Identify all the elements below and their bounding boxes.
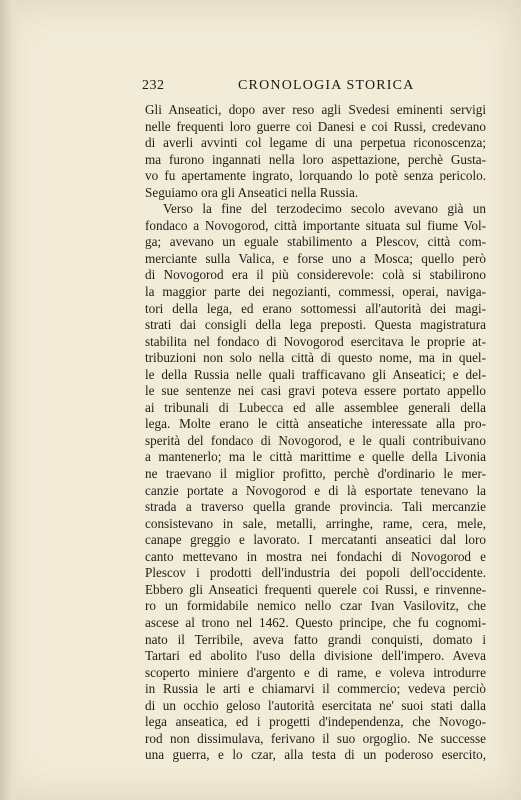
text-line: di averli avvinti col legame di una perpetua riconoscenza; <box>145 135 486 151</box>
page-number: 232 <box>142 78 165 93</box>
text-line: scoperto miniere d'argento e di rame, e voleva introdurre <box>145 664 486 680</box>
text-line: a mantenerlo; ma le città marittime e quelle della Livonia <box>145 449 486 465</box>
text-line: rod non dissimulava, ferivano il suo orgoglio. Ne successe <box>145 730 486 746</box>
text-line: strati dai consigli della lega preposti. Questa magistratura <box>145 317 486 333</box>
text-line: di Novogorod era il più considerevole: colà si stabilirono <box>145 267 486 283</box>
text-line: strada a traverso quella grande provincia. Tali mercanzie <box>145 499 486 515</box>
text-line: in Russia le arti e chiamarvi il commercio; vedeva perciò <box>145 681 486 697</box>
text-line: nelle frequenti loro guerre coi Danesi e coi Russi, credevano <box>145 118 486 134</box>
text-line: di un occhio geloso l'autorità esercitata ne' suoi stati dalla <box>145 697 486 713</box>
text-line: una guerra, e lo czar, alla testa di un poderoso esercito, <box>145 747 486 763</box>
text-line: ai tribunali di Lubecca ed alle assemblee generali della <box>145 399 486 415</box>
text-line: Seguiamo ora gli Anseatici nella Russia. <box>145 184 359 200</box>
text-line: vo fu apertamente ingrato, lorquando lo potè senza pericolo. <box>145 168 486 184</box>
text-line: Plescov i prodotti dell'industria dei popoli dell'occidente. <box>145 565 486 581</box>
text-line: consistevano in sale, metalli, arringhe, rame, cera, mele, <box>145 515 486 531</box>
text-line: lega. Molte erano le città anseatiche interessate alla pro- <box>145 416 486 432</box>
page-gutter-shadow <box>0 0 18 800</box>
text-line: ne traevano il miglior profitto, perchè d'ordinario le mer- <box>145 466 486 482</box>
text-line: la maggior parte dei negozianti, commessi, operai, naviga- <box>145 284 486 300</box>
text-line: canto mettevano in mostra nei fondachi di Novogorod e <box>145 548 486 564</box>
text-line: tribuzioni non solo nella città di questo nome, ma in quel- <box>145 350 486 366</box>
text-line: ascese al trono nel 1462. Questo principe, che fu cognomi- <box>145 614 486 630</box>
running-title: CRONOLOGIA STORICA <box>238 78 415 93</box>
text-line: canape greggio e lavorato. I mercatanti anseatici dal loro <box>145 532 486 548</box>
text-line: stabilita nel fondaco di Novogorod esercitava le proprie at- <box>145 333 486 349</box>
page-header <box>142 78 482 98</box>
text-line: canzie portate a Novogorod e di là esportate tenevano la <box>145 482 486 498</box>
text-line: Verso la fine del terzodecimo secolo avevano già un <box>163 201 486 217</box>
text-line: Gli Anseatici, dopo aver reso agli Svedesi eminenti servigi <box>145 102 486 117</box>
text-line: ma furono ingannati nella loro aspettazione, perchè Gusta- <box>145 151 486 167</box>
text-line: tori della lega, ed erano sottomessi all'autorità dei magi- <box>145 300 486 316</box>
text-line: Tartari ed abolito l'uso della divisione dell'impero. Aveva <box>145 648 486 664</box>
text-line: fondaco a Novogorod, città importante situata sul fiume Vol- <box>145 217 486 233</box>
text-line: ga; avevano un eguale stabilimento a Plescov, città com- <box>145 234 486 250</box>
text-line: nato il Terribile, aveva fatto grandi conquisti, domato i <box>145 631 486 647</box>
body-text <box>145 102 486 764</box>
text-line: sperità del fondaco di Novogorod, e le quali contribuivano <box>145 432 486 448</box>
text-line: merciante sulla Valica, e forse uno a Mosca; quello però <box>145 250 486 266</box>
text-line: le sue sentenze nei casi gravi poteva essere portato appello <box>145 383 486 399</box>
text-line: lega anseatica, ed i progetti d'independenza, che Novogo- <box>145 714 486 730</box>
text-line: Ebbero gli Anseatici frequenti querele coi Russi, e rinvenne- <box>145 581 486 597</box>
text-line: le della Russia nelle quali trafficavano gli Anseatici; e del- <box>145 366 486 382</box>
text-line: ro un formidabile nemico nello czar Ivan Vasilovitz, che <box>145 598 486 614</box>
